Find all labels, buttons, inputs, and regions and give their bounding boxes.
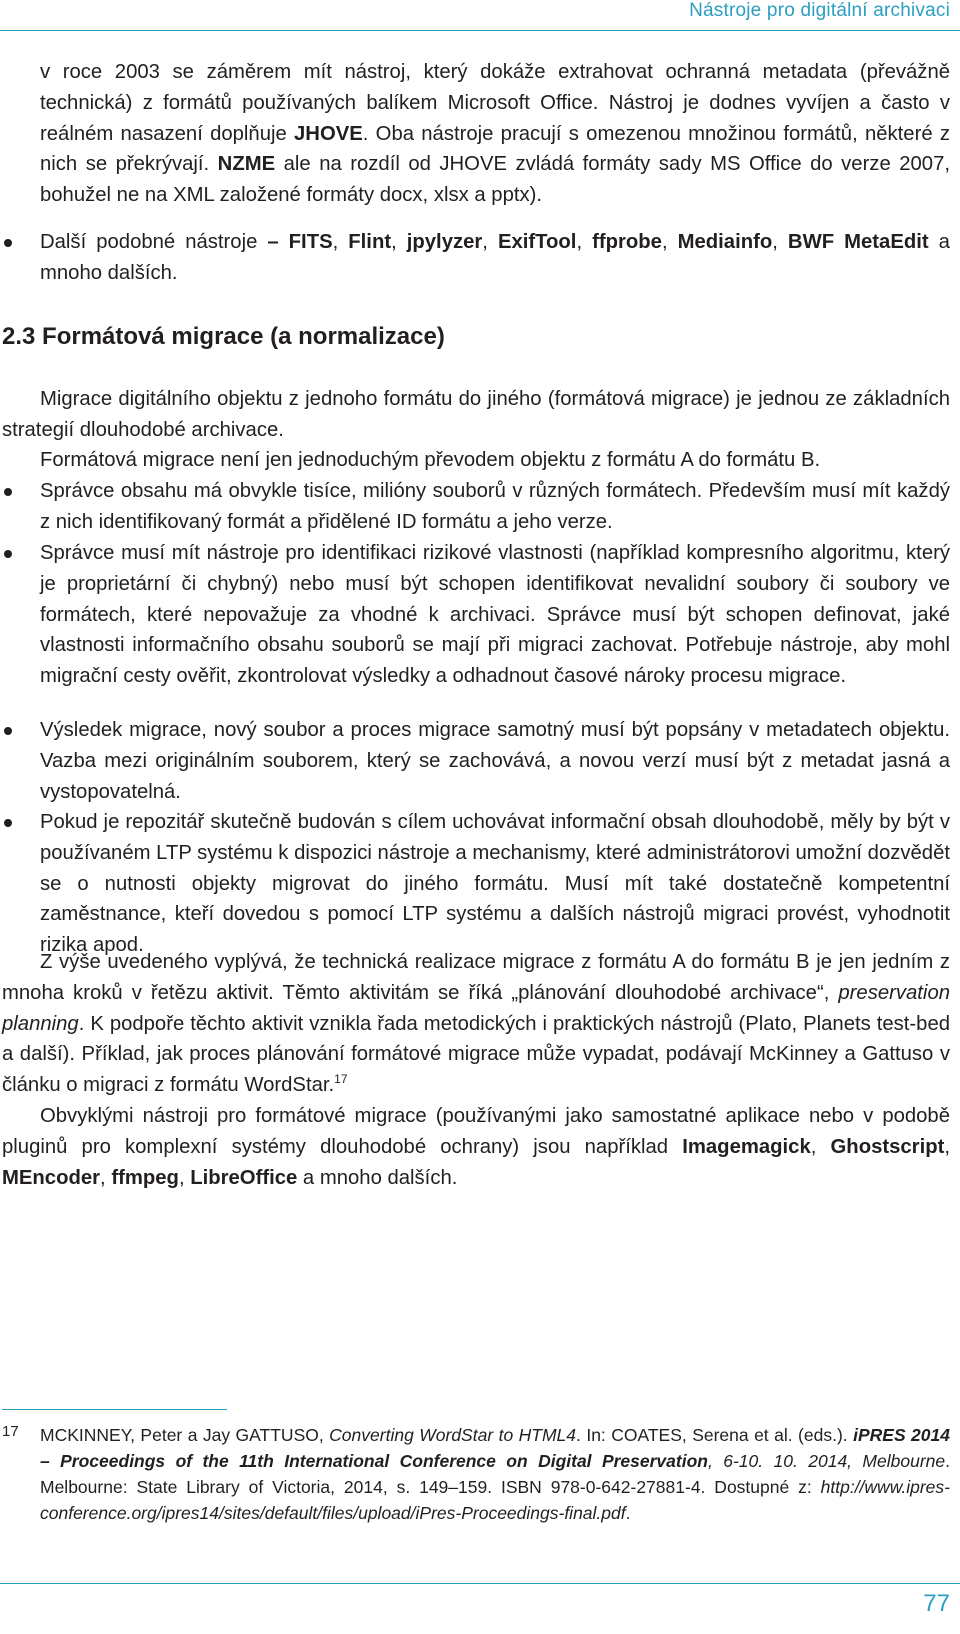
footnote-rule (2, 1409, 227, 1410)
bullet-icon (4, 488, 12, 496)
bullet-tools: Další podobné nástroje – FITS, Flint, jpylyzer, ExifTool, ffprobe, Mediainfo, BWF MetaEdit a mnoho dalších. (40, 227, 950, 289)
bullet-icon (4, 550, 12, 558)
footnote-url[interactable]: http://www.ipres-conference.org/ipres14/sites/default/files/upload/iPres-Proceedings-final.pdf (40, 1477, 950, 1523)
paragraph-planning: Z výše uvedeného vyplývá, že technická realizace migrace z formátu A do formátu B je jen jedním z mnoha kroků v řetězu aktivit. Těmto aktivitám se říká „plánování dlouhodobé archivace“, preservation planning. K podpoře těchto aktivit vznikla řada metodických i praktických nástrojů (Plato, Planets test-bed a další). Příklad, jak proces plánování formátové migrace může vypadat, podávají McKinney a Gattuso v článku o migraci z formátu WordStar.$^{17}$ (2, 951, 950, 1097)
footnote-text: MCKINNEY, Peter a Jay GATTUSO, Converting WordStar to HTML4. In: COATES, Serena et al. (eds.). iPRES 2014 – Proceedings of the 11th International Conference on Digital Preservation, 6-10. 10. 2014, Melbourne. Melbourne: State Library of Victoria, 2014, s. 149–159. ISBN 978-0-642-27881-4. Dostupné z: http://www.ipres-conference.org/ipres14/sites/default/files/upload/iPres-Proceedings-final.pdf. (40, 1425, 950, 1523)
bullet-item: Výsledek migrace, nový soubor a proces migrace samotný musí být popsány v metadatech objektu. Vazba mezi originálním souborem, který se zachovává, a novou verzí musí být z metadat jasná a vystopovatelná. (40, 715, 950, 807)
bullet-item: Správce musí mít nástroje pro identifikaci rizikové vlastnosti (například kompresního algoritmu, který je proprietární či chybný) nebo musí být schopen identifikovat nevalidní soubory či soubory ve formátech, které nepovažuje za vhodné k archivaci. Správce musí být schopen definovat, jaké vlastnosti informačního obsahu souborů se mají při migraci zachovat. Potřebuje nástroje, aby mohl migrační cesty ověřit, zkontrolovat výsledky a odhadnout časové nároky procesu migrace. (40, 538, 950, 692)
footnote-number: 17 (2, 1423, 19, 1440)
bullet-icon (4, 819, 12, 827)
continuation-paragraph: v roce 2003 se záměrem mít nástroj, který dokáže extrahovat ochranná metadata (převážně technická) z formátů používaných balíkem Microsoft Office. Nástroj je dodnes vyvíjen a často v reálném nasazení doplňuje JHOVE. Oba nástroje pracují s omezenou množinou formátů, některé z nich se překrývají. NZME ale na rozdíl od JHOVE zvládá formáty sady MS Office do verze 2007, bohužel ne na XML založené formáty docx, xlsx a pptx). (40, 61, 950, 207)
paragraph-migration: Migrace digitálního objektu z jednoho formátu do jiného (formátová migrace) je jednou ze základních strategií dlouhodobé archivace. (2, 388, 950, 441)
header-rule (0, 30, 960, 31)
bullet-icon (4, 239, 12, 247)
bullet-icon (4, 727, 12, 735)
bullet-item: Pokud je repozitář skutečně budován s cílem uchovávat informační obsah dlouhodobě, měly by být v používaném LTP systému k dispozici nástroje a mechanismy, které administrátorovi umožní dozvědět se o nutnosti objekty migrovat do jiného formátu. Musí mít také dostatečně kompetentní zaměstnance, kteří dovedou s pomocí LTP systému a dalších nástrojů migraci provést, vyhodnotit rizika apod. (40, 807, 950, 961)
paragraph-simple: Formátová migrace není jen jednoduchým převodem objektu z formátu A do formátu B. (40, 449, 821, 471)
bullet-item: Správce obsahu má obvykle tisíce, milióny souborů v různých formátech. Především musí mít každý z nich identifikovaný formát a přidělené ID formátu a jeho verze. (40, 476, 950, 538)
page-number: 77 (923, 1590, 950, 1617)
footer-rule (0, 1583, 960, 1584)
section-heading: 2.3 Formátová migrace (a normalizace) (2, 323, 445, 350)
running-header: Nástroje pro digitální archivaci (689, 0, 950, 21)
footnote-reference: 17 (334, 1072, 348, 1087)
paragraph-tools: Obvyklými nástroji pro formátové migrace (používanými jako samostatné aplikace nebo v podobě pluginů pro komplexní systémy dlouhodobé ochrany) jsou například Imagemagick, Ghostscript, MEncoder, ffmpeg, LibreOffice a mnoho dalších. (2, 1105, 950, 1189)
